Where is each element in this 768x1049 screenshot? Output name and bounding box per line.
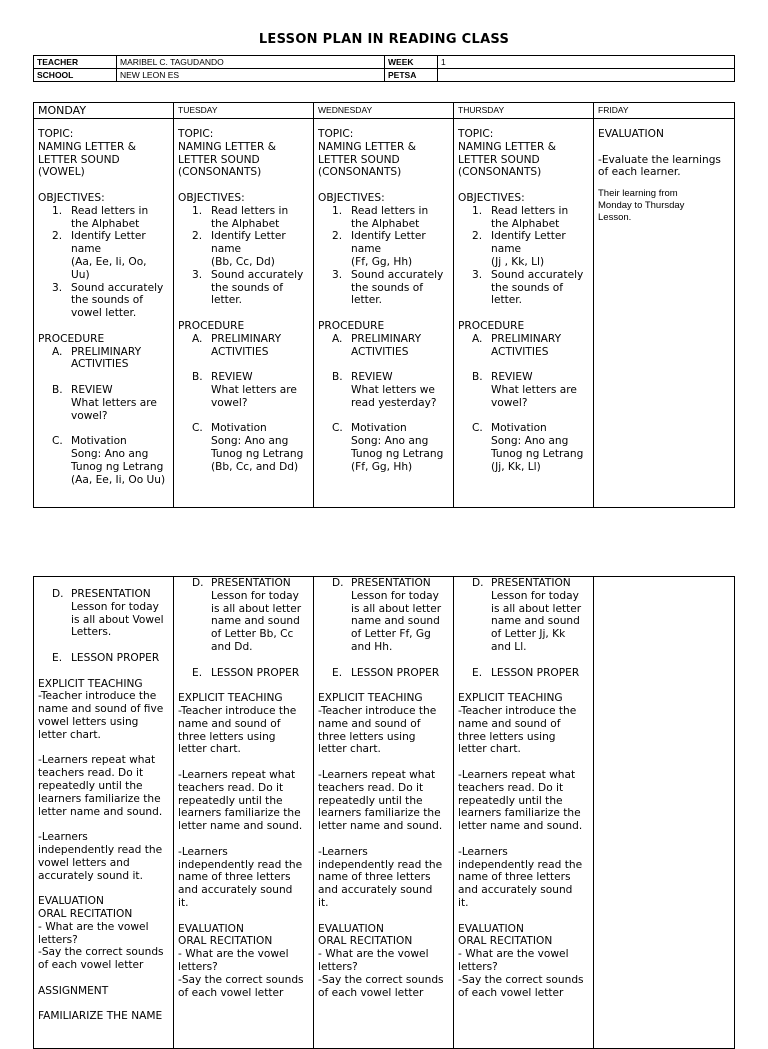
procedure-letter: E. bbox=[332, 666, 343, 679]
teacher-info-table bbox=[33, 55, 735, 82]
objective-item bbox=[458, 269, 591, 307]
week-value: 1 bbox=[438, 56, 735, 69]
procedure-letter: C. bbox=[52, 435, 63, 448]
learners-repeat: -Learners repeat what teachers read. Do it repeatedly until the learners familiarize the letter name and sound. bbox=[38, 754, 163, 818]
procedure-text: PRELIMINARY ACTIVITIES bbox=[351, 332, 422, 358]
procedure-text: PRELIMINARY ACTIVITIES bbox=[71, 345, 142, 371]
objectives-label: OBJECTIVES: bbox=[458, 191, 525, 204]
procedure-item bbox=[178, 333, 311, 359]
monday-cell-continued bbox=[34, 577, 174, 1049]
wednesday-cell-continued bbox=[314, 577, 454, 1049]
objective-number: 1. bbox=[52, 204, 63, 217]
procedure-letter: C. bbox=[472, 422, 483, 435]
friday-cell bbox=[594, 119, 735, 508]
page-title: LESSON PLAN IN READING CLASS bbox=[258, 32, 510, 47]
topic: TOPIC: NAMING LETTER & LETTER SOUND (CONSONANTS) bbox=[458, 128, 556, 179]
procedure-item bbox=[318, 667, 451, 680]
evaluation: EVALUATION ORAL RECITATION - What are the vowel letters? -Say the correct sounds of each vowel letter bbox=[318, 922, 444, 999]
learners-independent: -Learners independently read the name of three letters and accurately sound it. bbox=[458, 845, 583, 909]
procedure-item bbox=[318, 333, 451, 359]
procedure-text: REVIEW What letters are vowel? bbox=[491, 371, 577, 409]
procedure-item bbox=[38, 588, 171, 639]
procedure-letter: E. bbox=[192, 666, 203, 679]
procedure-letter: D. bbox=[52, 588, 64, 600]
procedure-letter: C. bbox=[332, 422, 343, 435]
petsa-label: PETSA bbox=[385, 69, 438, 82]
objective-text: Sound accurately the sounds of letter. bbox=[211, 268, 304, 307]
objective-item bbox=[458, 230, 591, 268]
objective-text: Sound accurately the sounds of vowel letter. bbox=[71, 281, 164, 320]
procedure-item bbox=[458, 577, 591, 654]
objective-item bbox=[318, 269, 451, 307]
procedure-letter: E. bbox=[472, 666, 483, 679]
explicit-teaching: EXPLICIT TEACHING -Teacher introduce the name and sound of three letters using letter chart. bbox=[458, 692, 577, 756]
procedure-item bbox=[38, 346, 171, 372]
procedure-item bbox=[38, 652, 171, 665]
procedure-label: PROCEDURE bbox=[458, 319, 525, 332]
procedure-item bbox=[318, 422, 451, 473]
friday-note: Their learning from Monday to Thursday Lesson. bbox=[598, 188, 685, 224]
procedure-letter: B. bbox=[472, 371, 483, 384]
day-header-friday: FRIDAY bbox=[594, 103, 735, 119]
objective-text: Read letters in the Alphabet bbox=[211, 204, 289, 230]
thursday-cell-continued bbox=[454, 577, 594, 1049]
procedure-text: Motivation Song: Ano ang Tunog ng Letrang (Aa, Ee, Ii, Oo Uu) bbox=[71, 435, 166, 486]
plan-body-row-continued bbox=[34, 577, 735, 1049]
procedure-item bbox=[178, 577, 311, 654]
objectives-label: OBJECTIVES: bbox=[318, 191, 385, 204]
procedure-text: PRESENTATION Lesson for today is all about letter name and sound of Letter Ff, Gg and Hh. bbox=[351, 577, 442, 653]
friday-text: -Evaluate the learnings of each learner. bbox=[598, 153, 721, 179]
thursday-cell bbox=[454, 119, 594, 508]
objective-number: 2. bbox=[472, 230, 483, 243]
objective-text: Sound accurately the sounds of letter. bbox=[491, 268, 584, 307]
day-header-thursday: THURSDAY bbox=[454, 103, 594, 119]
procedure-letter: A. bbox=[472, 332, 483, 345]
teacher-label: TEACHER bbox=[34, 56, 117, 69]
objective-text: Identify Letter name (Aa, Ee, Ii, Oo, Uu) bbox=[71, 230, 147, 281]
learners-repeat: -Learners repeat what teachers read. Do it repeatedly until the learners familiarize the letter name and sound. bbox=[458, 768, 583, 833]
procedure-label: PROCEDURE bbox=[38, 332, 105, 345]
objective-number: 1. bbox=[472, 204, 483, 217]
procedure-item bbox=[178, 422, 311, 473]
objective-item bbox=[178, 205, 311, 231]
objective-number: 3. bbox=[332, 268, 343, 281]
objective-text: Identify Letter name (Ff, Gg, Hh) bbox=[351, 230, 426, 268]
procedure-text: Motivation Song: Ano ang Tunog ng Letrang (Jj, Kk, Ll) bbox=[491, 422, 584, 473]
lesson-plan-table-page-1 bbox=[33, 102, 735, 508]
procedure-letter: C. bbox=[192, 422, 203, 435]
objective-number: 2. bbox=[52, 230, 63, 243]
procedure-letter: E. bbox=[52, 651, 63, 664]
objective-number: 1. bbox=[332, 204, 343, 217]
objectives-label: OBJECTIVES: bbox=[178, 191, 245, 204]
evaluation: EVALUATION ORAL RECITATION - What are the vowel letters? -Say the correct sounds of each vowel letter bbox=[38, 895, 164, 972]
objective-number: 2. bbox=[192, 230, 203, 243]
tuesday-cell bbox=[174, 119, 314, 508]
procedure-item bbox=[458, 371, 591, 409]
procedure-text: PRESENTATION Lesson for today is all about Vowel Letters. bbox=[71, 588, 164, 639]
objective-number: 3. bbox=[192, 268, 203, 281]
day-header-wednesday: WEDNESDAY bbox=[314, 103, 454, 119]
objective-item bbox=[178, 269, 311, 307]
objective-item bbox=[178, 230, 311, 268]
procedure-text: LESSON PROPER bbox=[491, 666, 580, 679]
learners-repeat: -Learners repeat what teachers read. Do it repeatedly until the learners familiarize the letter name and sound. bbox=[178, 768, 303, 833]
objective-number: 3. bbox=[52, 281, 63, 294]
objective-item bbox=[38, 230, 171, 281]
procedure-text: LESSON PROPER bbox=[211, 666, 300, 679]
objective-text: Read letters in the Alphabet bbox=[491, 204, 569, 230]
procedure-letter: B. bbox=[52, 383, 63, 396]
week-label: WEEK bbox=[385, 56, 438, 69]
procedure-text: Motivation Song: Ano ang Tunog ng Letrang (Bb, Cc, and Dd) bbox=[211, 422, 304, 473]
objective-number: 3. bbox=[472, 268, 483, 281]
procedure-text: REVIEW What letters are vowel? bbox=[211, 371, 297, 409]
procedure-text: REVIEW What letters we read yesterday? bbox=[351, 371, 437, 409]
lesson-plan-table-page-2 bbox=[33, 576, 735, 1049]
procedure-letter: B. bbox=[192, 371, 203, 384]
learners-independent: -Learners independently read the name of three letters and accurately sound it. bbox=[318, 845, 443, 909]
procedure-letter: D. bbox=[332, 577, 344, 589]
procedure-text: PRESENTATION Lesson for today is all about letter name and sound of Letter Jj, Kk and Ll. bbox=[491, 577, 582, 653]
topic: TOPIC: NAMING LETTER & LETTER SOUND (CONSONANTS) bbox=[178, 128, 276, 179]
plan-body-row bbox=[34, 119, 735, 508]
objective-item bbox=[318, 230, 451, 268]
procedure-item bbox=[178, 667, 311, 680]
objective-number: 2. bbox=[332, 230, 343, 243]
procedure-text: PRELIMINARY ACTIVITIES bbox=[211, 332, 282, 358]
procedure-item bbox=[38, 435, 171, 486]
procedure-label: PROCEDURE bbox=[318, 319, 385, 332]
objective-text: Read letters in the Alphabet bbox=[71, 204, 149, 230]
objective-text: Read letters in the Alphabet bbox=[351, 204, 429, 230]
explicit-teaching: EXPLICIT TEACHING -Teacher introduce the name and sound of three letters using letter chart. bbox=[178, 692, 297, 756]
objective-text: Sound accurately the sounds of letter. bbox=[351, 268, 444, 307]
teacher-value: MARIBEL C. TAGUDANDO bbox=[117, 56, 385, 69]
procedure-item bbox=[178, 371, 311, 409]
procedure-item bbox=[458, 422, 591, 473]
procedure-text: LESSON PROPER bbox=[71, 651, 160, 664]
procedure-item bbox=[38, 384, 171, 422]
school-label: SCHOOL bbox=[34, 69, 117, 82]
procedure-text: PRELIMINARY ACTIVITIES bbox=[491, 332, 562, 358]
procedure-item bbox=[458, 667, 591, 680]
petsa-value bbox=[438, 69, 735, 82]
objective-item bbox=[38, 205, 171, 231]
procedure-text: Motivation Song: Ano ang Tunog ng Letrang (Ff, Gg, Hh) bbox=[351, 422, 444, 473]
topic: TOPIC: NAMING LETTER & LETTER SOUND (VOWEL) bbox=[38, 128, 136, 179]
day-header-tuesday: TUESDAY bbox=[174, 103, 314, 119]
tuesday-cell-continued bbox=[174, 577, 314, 1049]
learners-independent: -Learners independently read the name of three letters and accurately sound it. bbox=[178, 845, 303, 909]
objective-text: Identify Letter name (Jj , Kk, Ll) bbox=[491, 230, 566, 268]
objective-text: Identify Letter name (Bb, Cc, Dd) bbox=[211, 230, 286, 268]
objective-item bbox=[458, 205, 591, 231]
procedure-letter: A. bbox=[332, 332, 343, 345]
assignment: ASSIGNMENT bbox=[38, 984, 109, 997]
procedure-text: REVIEW What letters are vowel? bbox=[71, 383, 157, 422]
procedure-text: PRESENTATION Lesson for today is all about letter name and sound of Letter Bb, Cc and Dd. bbox=[211, 577, 302, 653]
teacher-row bbox=[34, 56, 735, 69]
familiarize: FAMILIARIZE THE NAME bbox=[38, 1010, 163, 1023]
school-row bbox=[34, 69, 735, 82]
day-header-row bbox=[34, 103, 735, 119]
evaluation: EVALUATION ORAL RECITATION - What are the vowel letters? -Say the correct sounds of each vowel letter bbox=[178, 922, 304, 999]
objective-number: 1. bbox=[192, 204, 203, 217]
procedure-item bbox=[318, 371, 451, 409]
topic: TOPIC: NAMING LETTER & LETTER SOUND (CONSONANTS) bbox=[318, 128, 416, 179]
procedure-letter: A. bbox=[52, 345, 63, 358]
procedure-letter: B. bbox=[332, 371, 343, 384]
wednesday-cell bbox=[314, 119, 454, 508]
evaluation: EVALUATION ORAL RECITATION - What are the vowel letters? -Say the correct sounds of each vowel letter bbox=[458, 922, 584, 999]
procedure-item bbox=[458, 333, 591, 359]
objectives-label: OBJECTIVES: bbox=[38, 191, 105, 204]
objective-item bbox=[318, 205, 451, 231]
monday-cell bbox=[34, 119, 174, 508]
school-value: NEW LEON ES bbox=[117, 69, 385, 82]
explicit-teaching: EXPLICIT TEACHING -Teacher introduce the name and sound of five vowel letters using letter chart. bbox=[38, 677, 164, 741]
procedure-letter: D. bbox=[472, 577, 484, 589]
explicit-teaching: EXPLICIT TEACHING -Teacher introduce the name and sound of three letters using letter chart. bbox=[318, 692, 437, 756]
procedure-letter: A. bbox=[192, 332, 203, 345]
day-header-monday: MONDAY bbox=[34, 103, 174, 119]
procedure-text: LESSON PROPER bbox=[351, 666, 440, 679]
learners-repeat: -Learners repeat what teachers read. Do it repeatedly until the learners familiarize the letter name and sound. bbox=[318, 768, 443, 833]
objective-item bbox=[38, 282, 171, 320]
procedure-letter: D. bbox=[192, 577, 204, 589]
procedure-label: PROCEDURE bbox=[178, 319, 245, 332]
friday-heading: EVALUATION bbox=[598, 128, 664, 140]
learners-independent: -Learners independently read the vowel letters and accurately sound it. bbox=[38, 831, 163, 882]
friday-cell-continued bbox=[594, 577, 735, 1049]
procedure-item bbox=[318, 577, 451, 654]
